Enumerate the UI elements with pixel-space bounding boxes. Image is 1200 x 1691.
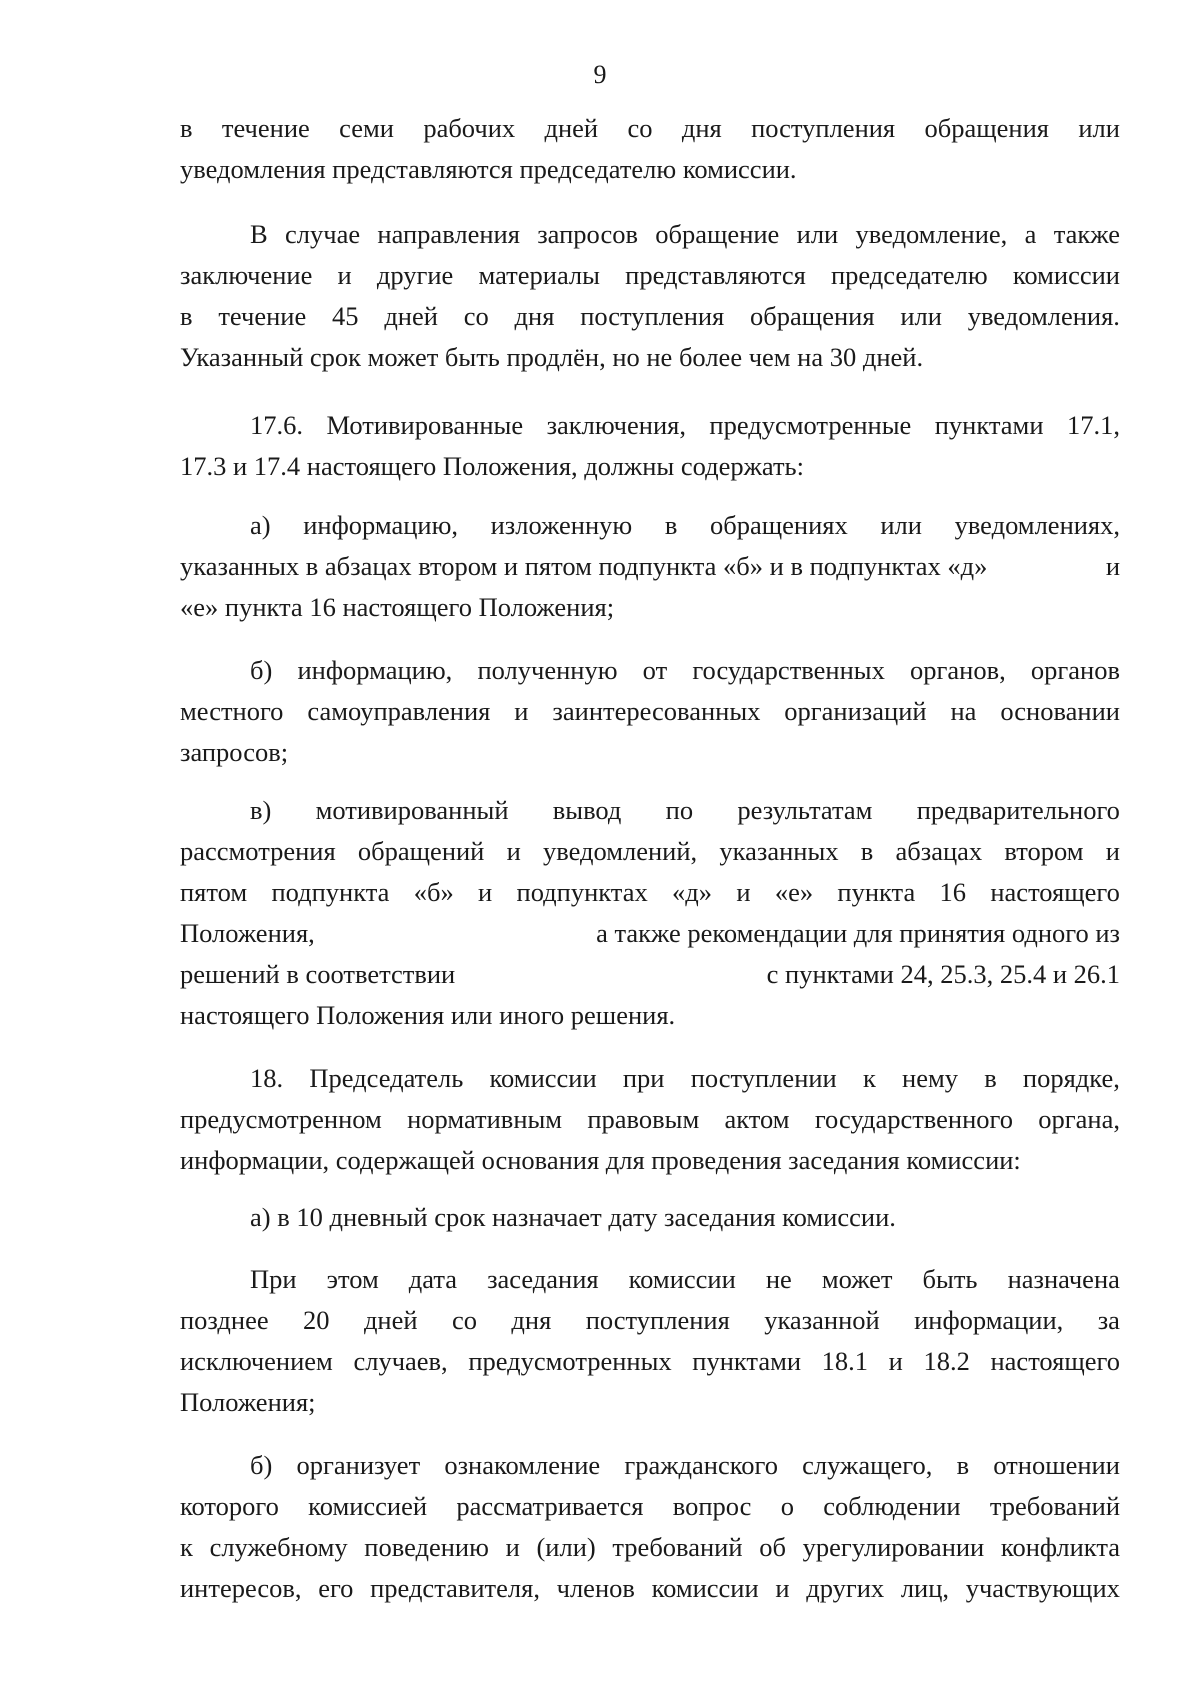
word: информации, [914,1305,1064,1335]
word: уведомления. [967,301,1120,331]
word: в) [250,795,272,825]
word: и [775,1573,790,1603]
text-line [180,546,1120,587]
word: а) [250,510,271,540]
word: председателю [830,260,988,290]
word: в [984,1063,997,1093]
word: случаев, [353,1346,448,1376]
word: дней [363,1305,418,1335]
word: а [1024,219,1037,249]
text-line [180,1341,1120,1382]
text-line [180,732,1120,773]
word: а) в 10 дневный срок назначает дату заседания комиссии. [250,1202,896,1232]
word: и [505,1532,520,1562]
word: рабочих [423,113,516,143]
word: При [250,1264,297,1294]
word: уведомлений, [543,836,698,866]
word: со [451,1305,477,1335]
word: (или) [536,1532,596,1562]
word: комиссией [308,1491,428,1521]
word: представляются [625,260,806,290]
word: поступления [580,301,725,331]
text-line [180,1527,1120,1568]
word: ознакомление [444,1450,601,1480]
word: материалы [478,260,600,290]
word: предусмотренном [180,1104,382,1134]
word: нему [902,1063,958,1093]
word: в [956,1450,970,1480]
text-line [180,1058,1120,1099]
word: в [180,113,193,143]
word: уведомление, [855,219,1008,249]
word: информацию, [297,655,453,685]
word: порядке, [1022,1063,1120,1093]
text-line [180,1197,1120,1238]
word: б) [250,655,273,685]
word: к [862,1063,876,1093]
word: обращения [924,113,1049,143]
word: к [180,1532,193,1562]
word: со [627,113,653,143]
text-line [180,872,1120,913]
word: по [665,795,694,825]
text-line [180,405,1120,446]
paragraph-item-v [180,790,1120,1036]
word: другие [376,260,454,290]
word: заинтересованных [552,696,761,726]
paragraph-18-b [180,1445,1120,1609]
word: о [780,1491,794,1521]
word: местного [180,696,284,726]
word: пунктами [934,410,1044,440]
text-line [180,296,1120,337]
word: на [950,696,977,726]
text-line [180,505,1120,546]
word: и [1105,836,1120,866]
word: дня [511,1305,552,1335]
text-line [180,337,1120,378]
word: в [180,301,193,331]
word: информации, содержащей основания для проведения заседания комиссии: [180,1145,1021,1175]
word: или [1078,113,1120,143]
paragraph-18 [180,1058,1120,1181]
word: вопрос [672,1491,752,1521]
word: 17.6. [250,410,303,440]
word: вывод [552,795,622,825]
word: запросов [537,219,638,249]
word: предусмотренные [709,410,912,440]
word: за [1097,1305,1120,1335]
word: в [664,510,678,540]
word: и [736,877,751,907]
word: дня [514,301,555,331]
text-line [180,1445,1120,1486]
word: пятом [180,877,248,907]
paragraph-18-date [180,1259,1120,1423]
text-line [180,255,1120,296]
text-line [180,587,1120,628]
word: 16 [939,877,967,907]
word: подпункта [271,877,390,907]
text-line [180,650,1120,691]
word: этом [326,1264,379,1294]
word: 18.1 [821,1346,869,1376]
word: обращение [655,219,780,249]
paragraph-17-6 [180,405,1120,487]
word: поступлении [690,1063,837,1093]
word: со [463,301,489,331]
word: 20 [303,1305,330,1335]
paragraph-continuation [180,108,1120,190]
text-line [180,1486,1120,1527]
word: поступления [585,1305,730,1335]
word: и [337,260,352,290]
word: заседания [487,1264,599,1294]
word: дата [408,1264,458,1294]
word: исключением [180,1346,333,1376]
word: уведомления представляются председателю комиссии. [180,154,797,184]
word: при [622,1063,665,1093]
word: от [642,655,668,685]
word: и [888,1346,903,1376]
word: лиц, [900,1573,950,1603]
word: комиссии [489,1063,597,1093]
word: гражданского [624,1450,778,1480]
word: государственного [814,1104,1013,1134]
word: в [860,836,874,866]
word: Указанный срок может быть продлён, но не более чем на 30 дней. [180,342,924,372]
word: или [796,219,839,249]
word: и [478,877,493,907]
word: предусмотренных [468,1346,672,1376]
word: или [880,510,922,540]
word: поступления [751,113,896,143]
word: направления [377,219,520,249]
word: указанной [764,1305,880,1335]
word: его [318,1573,354,1603]
word: других [806,1573,885,1603]
word: Мотивированные [326,410,524,440]
paragraph-item-b [180,650,1120,773]
word: 18. [250,1063,284,1093]
paragraph-item-a [180,505,1120,628]
word: комиссии [628,1264,736,1294]
word: самоуправления [307,696,491,726]
word: соблюдении [823,1491,961,1521]
word: течение [218,301,307,331]
word: правовым [587,1104,700,1134]
word: об [759,1532,786,1562]
text-line [180,1300,1120,1341]
word: а также рекомендации для принятия одного из [596,918,1120,948]
word: с пунктами 24, 25.3, 25.4 и 26.1 [766,959,1120,989]
word: организует [296,1450,421,1480]
word: В [250,219,268,249]
word: и [1105,551,1120,581]
text-line [180,108,1120,149]
word: семи [339,113,394,143]
word: служебному [209,1532,348,1562]
word: государственных [692,655,885,685]
word: настоящего [990,877,1120,907]
word: 18.2 [923,1346,970,1376]
word: органов [1030,655,1120,685]
word: позднее [180,1305,269,1335]
word: органов, [910,655,1006,685]
word: «б» [413,877,454,907]
word: органа, [1038,1104,1120,1134]
word: представителя, [370,1573,540,1603]
word: мотивированный [315,795,509,825]
word: 17.3 и 17.4 настоящего Положения, должны содержать: [180,451,804,481]
text-line [180,1568,1120,1609]
word: 45 [332,301,359,331]
word: организаций [784,696,927,726]
text-line [180,446,1120,487]
word: подпунктах [516,877,648,907]
word: решений в соответствии [180,959,456,989]
word: результатам [737,795,873,825]
word: абзацах [895,836,983,866]
word: служащего, [802,1450,933,1480]
word: дней [384,301,438,331]
word: может [821,1264,893,1294]
word: «д» [672,877,713,907]
word: комиссии [1012,260,1120,290]
word: назначена [1007,1264,1120,1294]
word: рассмотрения [180,836,336,866]
word: комиссии [651,1573,759,1603]
word: полученную [477,655,618,685]
word: и [514,696,529,726]
text-line [180,831,1120,872]
word: актом [724,1104,790,1134]
word: обращениях [710,510,848,540]
word: членов [556,1573,635,1603]
word: изложенную [490,510,633,540]
text-line [180,1259,1120,1300]
word: указанных [719,836,839,866]
word: уведомлениях, [954,510,1120,540]
text-line [180,954,1120,995]
word: нормативным [407,1104,563,1134]
text-line [180,790,1120,831]
word: конфликта [1000,1532,1120,1562]
word: рассматривается [456,1491,644,1521]
word: 17.1, [1066,410,1120,440]
word: б) [250,1450,273,1480]
word: течение [221,113,310,143]
word: требований [989,1491,1120,1521]
paragraph-requests [180,214,1120,378]
word: дня [681,113,722,143]
text-line [180,913,1120,954]
word: быть [922,1264,978,1294]
word: требований [612,1532,743,1562]
text-line [180,1099,1120,1140]
word: настоящего Положения или иного решения. [180,1000,676,1030]
text-line [180,1140,1120,1181]
word: настоящего [990,1346,1120,1376]
word: Положения; [180,1387,316,1417]
word: не [765,1264,792,1294]
text-line [180,149,1120,190]
word: Положения, [180,918,315,948]
word: поведению [364,1532,489,1562]
word: также [1053,219,1120,249]
word: основании [1000,696,1120,726]
document-body [180,108,1120,1609]
word: которого [180,1491,279,1521]
word: Председатель [309,1063,464,1093]
word: обращений [357,836,485,866]
word: или [900,301,942,331]
word: запросов; [180,737,289,767]
word: отношении [993,1450,1120,1480]
word: «е» пункта 16 настоящего Положения; [180,592,615,622]
word: случае [285,219,361,249]
word: пунктами [692,1346,802,1376]
word: втором [1004,836,1084,866]
word: участвующих [965,1573,1120,1603]
word: информацию, [303,510,458,540]
paragraph-18-a [180,1197,1120,1238]
word: интересов, [180,1573,302,1603]
text-line [180,1382,1120,1423]
word: обращения [750,301,875,331]
text-line [180,691,1120,732]
word: заключение [180,260,313,290]
word: указанных в абзацах втором и пятом подпункта «б» и в подпунктах «д» [180,551,988,581]
text-line [180,214,1120,255]
word: «е» [774,877,814,907]
word: пункта [837,877,916,907]
word: урегулировании [802,1532,985,1562]
page-number: 9 [593,60,607,89]
word: предварительного [916,795,1120,825]
text-line [180,995,1120,1036]
word: дней [544,113,599,143]
word: заключения, [546,410,686,440]
word: и [506,836,521,866]
